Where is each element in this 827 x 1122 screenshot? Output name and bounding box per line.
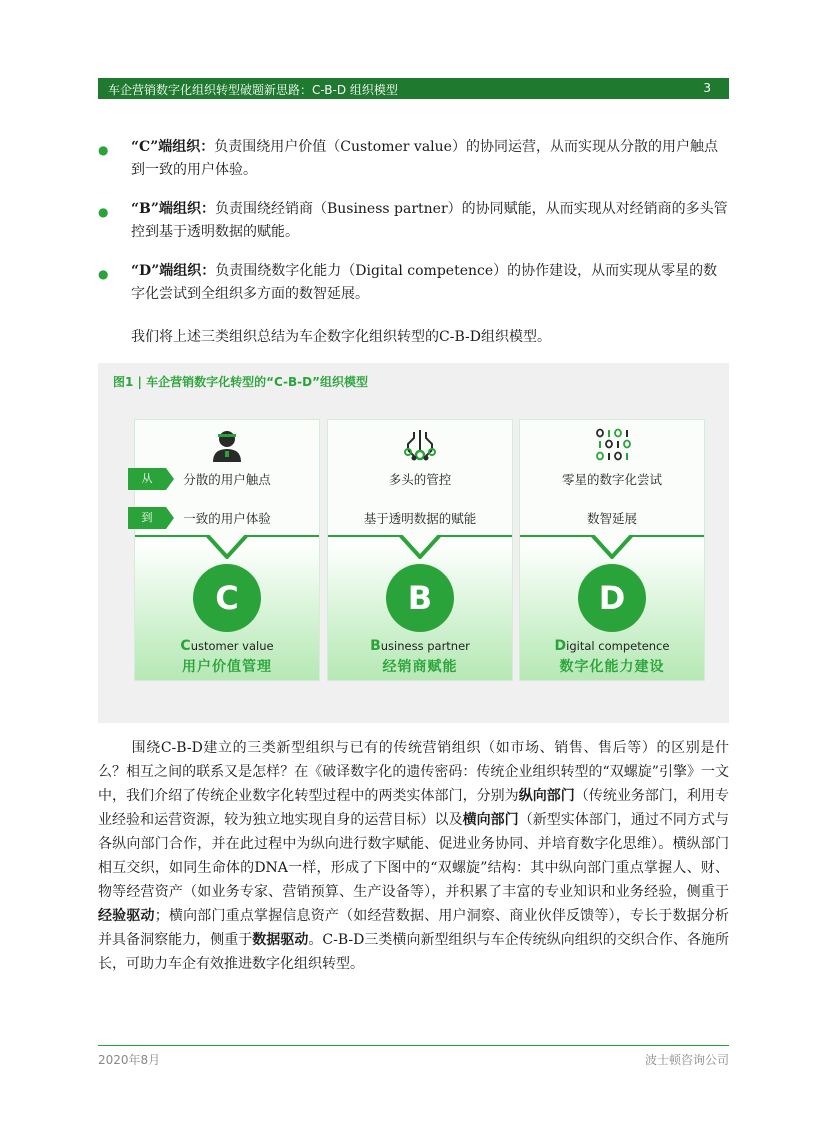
bullet-d: [98, 260, 729, 306]
bold-horizontal-dept: 横向部门: [462, 812, 519, 828]
bullet-text: 负责围绕用户价值（Customer value）的协同运营，从而实现从分散的用户触点到一致的用户体验。: [131, 139, 718, 178]
page-number: 3: [703, 81, 711, 95]
bullet-text: 负责围绕经销商（Business partner）的协同赋能，从而实现从对经销商的多头管控到基于透明数据的赋能。: [131, 201, 728, 240]
figure-cbd-model: [98, 363, 729, 723]
english-label: Business partner: [370, 638, 470, 654]
chinese-label: 用户价值管理: [182, 659, 272, 675]
body-paragraph: 围绕C-B-D建立的三类新型组织与已有的传统营销组织（如市场、销售、售后等）的区别是什么？相互之间的联系又是怎样？在《破译数字化的遗传密码：传统企业组织转型的“双螺旋”引擎》一文中，我们介绍了传统企业数字化转型过程中的两类实体部门，分别为纵向部门（传统业务部门，利用专业经验和运营资源，较为独立地实现自身的运营目标）以及横向部门（新型实体部门，通过不同方式与各纵向部门合作，并在此过程中为纵向进行数字赋能、促进业务协同、并培育数字化思维）。横纵部门相互交织，如同生命体的DNA一样，形成了下图中的“双螺旋”结构：其中纵向部门重点掌握人、财、物等经营资产（如业务专家、营销预算、生产设备等），并积累了丰富的专业知识和业务经验，侧重于经验驱动；横向部门重点掌握信息资产（如经营数据、用户洞察、商业伙伴反馈等），专长于数据分析并具备洞察能力，侧重于数据驱动。C-B-D三类横向新型组织与车企传统纵向组织的交织合作、各施所长，可助力车企有效推进数字化组织转型。: [98, 740, 730, 972]
person-icon: [207, 428, 247, 462]
panel-d: [519, 419, 705, 681]
bold-data-driven: 数据驱动: [252, 932, 309, 948]
from-text: 多头的管控: [388, 472, 452, 487]
bold-experience-driven: 经验驱动: [98, 908, 155, 924]
bullet-term: “C”端组织：: [131, 139, 215, 155]
panel-c: [134, 419, 320, 681]
chevron-down-icon: [328, 535, 512, 559]
bullet-text: 负责围绕数字化能力（Digital competence）的协作建设，从而实现从零星的数字化尝试到全组织多方面的数智延展。: [131, 263, 718, 302]
from-text: 分散的用户触点: [183, 472, 271, 487]
binary-icon: [592, 428, 632, 462]
to-text: 一致的用户体验: [183, 511, 271, 526]
english-label: Digital competence: [554, 638, 670, 654]
footer-date: 2020年8月: [98, 1053, 161, 1067]
from-text: 零星的数字化尝试: [561, 472, 662, 487]
chevron-down-icon: [520, 535, 704, 559]
letter-circle: B: [386, 564, 454, 632]
header-title: 车企营销数字化组织转型破题新思路：C-B-D 组织模型: [108, 83, 398, 97]
chevron-down-icon: [135, 535, 319, 559]
bold-vertical-dept: 纵向部门: [518, 788, 575, 804]
bullet-dot-icon: ●: [98, 205, 109, 219]
figure-title: 图1 | 车企营销数字化转型的“C-B-D”组织模型: [113, 375, 369, 389]
bullet-dot-icon: ●: [98, 143, 109, 157]
footer-company: 波士顿咨询公司: [644, 1053, 729, 1067]
header-bar: [98, 78, 729, 99]
bullet-dot-icon: ●: [98, 267, 109, 281]
bullet-list: [98, 136, 729, 322]
panel-b: [327, 419, 513, 681]
to-tag: 到: [128, 507, 166, 529]
bullet-term: “D”端组织：: [131, 263, 216, 279]
chinese-label: 经销商赋能: [382, 659, 458, 675]
summary-text: 我们将上述三类组织总结为车企数字化组织转型的C-B-D组织模型。: [131, 329, 551, 345]
footer-divider: [98, 1045, 729, 1046]
english-label: Customer value: [180, 638, 274, 654]
bullet-b: [98, 198, 729, 244]
to-text: 数智延展: [586, 511, 637, 526]
from-tag: 从: [128, 468, 166, 490]
to-text: 基于透明数据的赋能: [363, 511, 477, 526]
chinese-label: 数字化能力建设: [559, 659, 665, 675]
bullet-c: [98, 136, 729, 182]
bullet-term: “B”端组织：: [131, 201, 215, 217]
letter-circle: C: [193, 564, 261, 632]
letter-circle: D: [578, 564, 646, 632]
network-icon: [400, 428, 440, 462]
